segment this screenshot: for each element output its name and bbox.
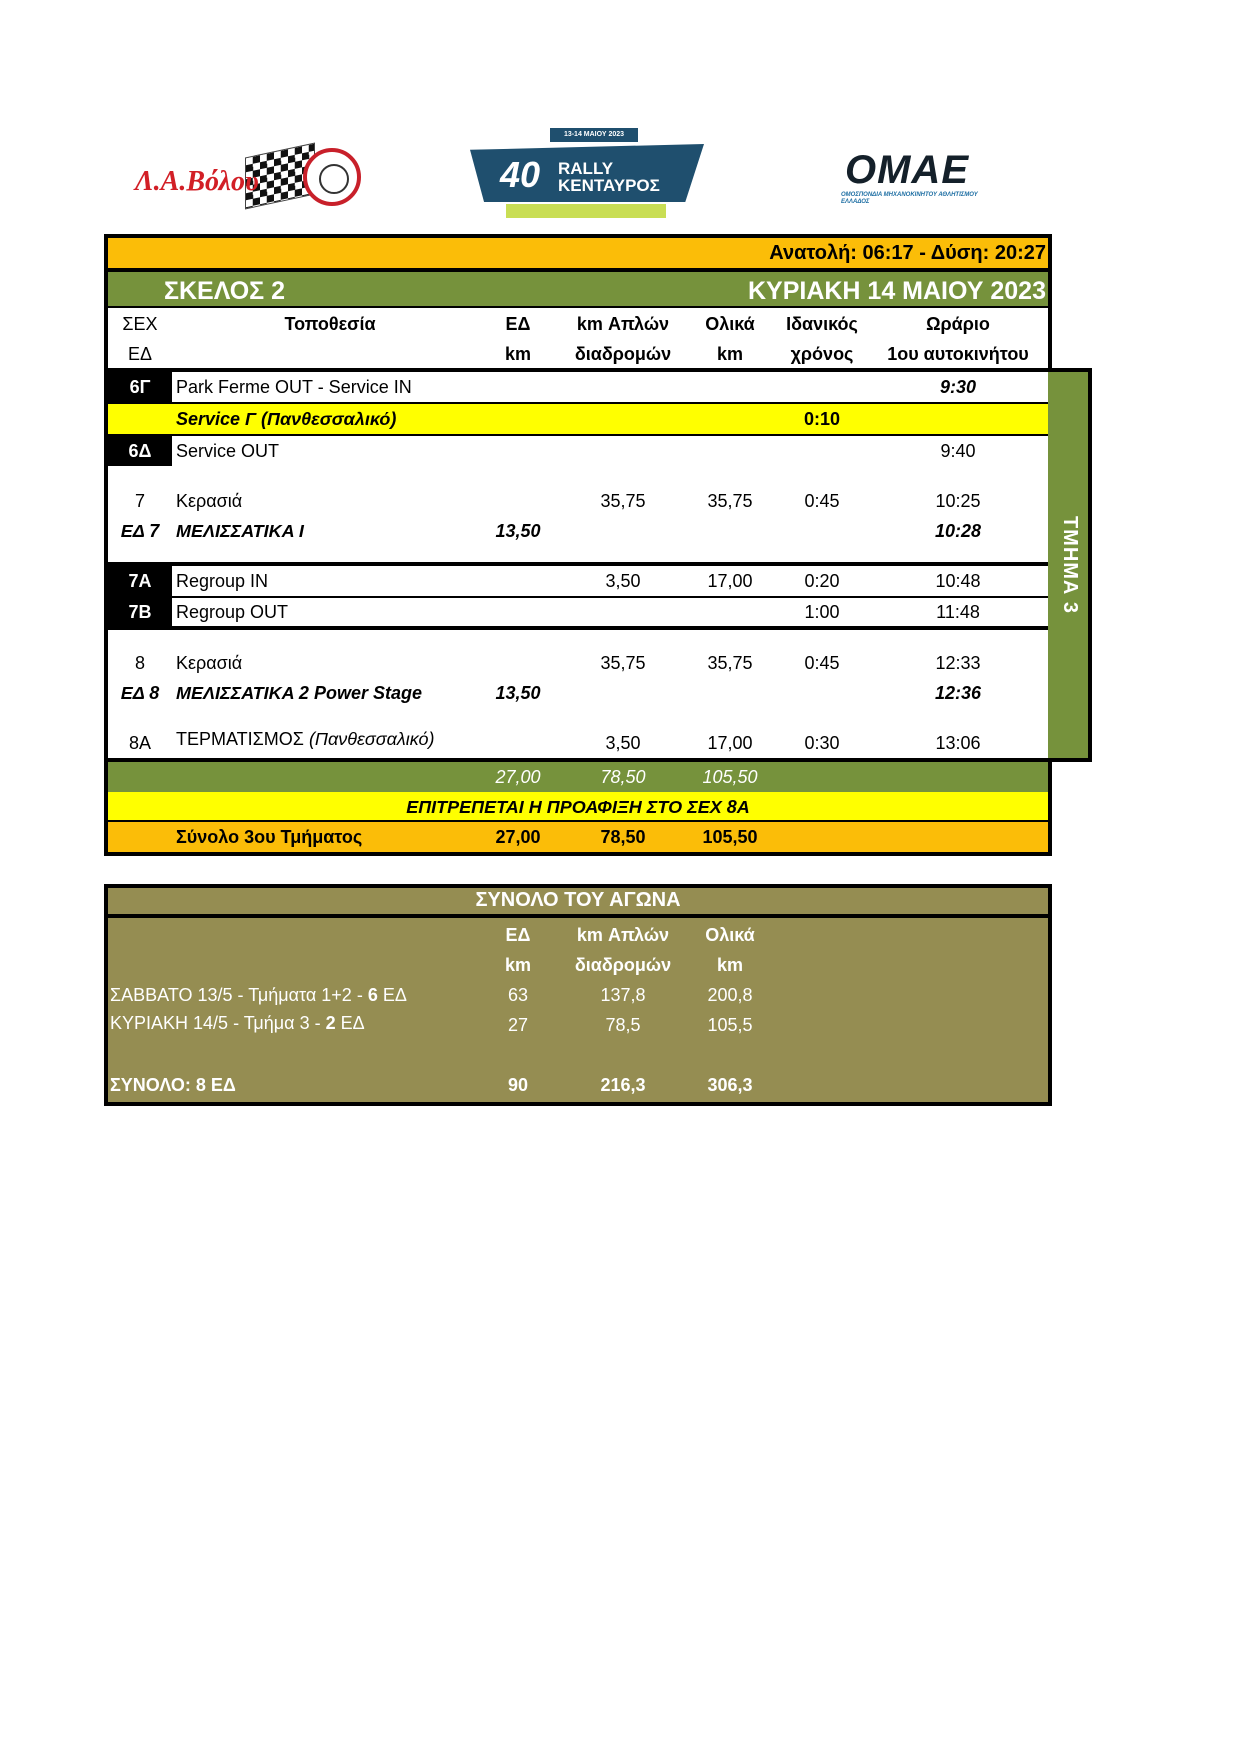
leg-title: ΣΚΕΛΟΣ 2 bbox=[164, 277, 286, 305]
leg-date: ΚΥΡΙΑΚΗ 14 ΜΑΙΟΥ 2023 bbox=[747, 277, 1046, 305]
club-logo-text: Λ.Α.Βόλου bbox=[135, 166, 259, 197]
sunrise-sunset: Ανατολή: 06:17 - Δύση: 20:27 bbox=[769, 242, 1046, 264]
summary-title: ΣΥΝΟΛΟ ΤΟΥ ΑΓΩΝΑ bbox=[475, 889, 681, 911]
rally-kentavros-logo: 13-14 ΜΑΙΟΥ 2023 40 RALLY ΚΕΝΤΑΥΡΟΣ bbox=[470, 124, 710, 224]
section-label: ΤΜΗΜΑ 3 bbox=[1059, 515, 1081, 615]
early-arrival-notice: ΕΠΙΤΡΕΠΕΤΑΙ Η ΠΡΟΑΦΙΞΗ ΣΤΟ ΣΕΧ 8Α bbox=[406, 797, 750, 817]
volos-club-logo bbox=[135, 146, 335, 210]
club-seal-icon bbox=[303, 148, 361, 206]
omae-logo: OMAE ΟΜΟΣΠΟΝΔΙΑ ΜΗΧΑΝΟΚΙΝΗΤΟΥ ΑΘΛΗΤΙΣΜΟΥ ΕΛΛΑΔΟΣ bbox=[841, 148, 978, 205]
